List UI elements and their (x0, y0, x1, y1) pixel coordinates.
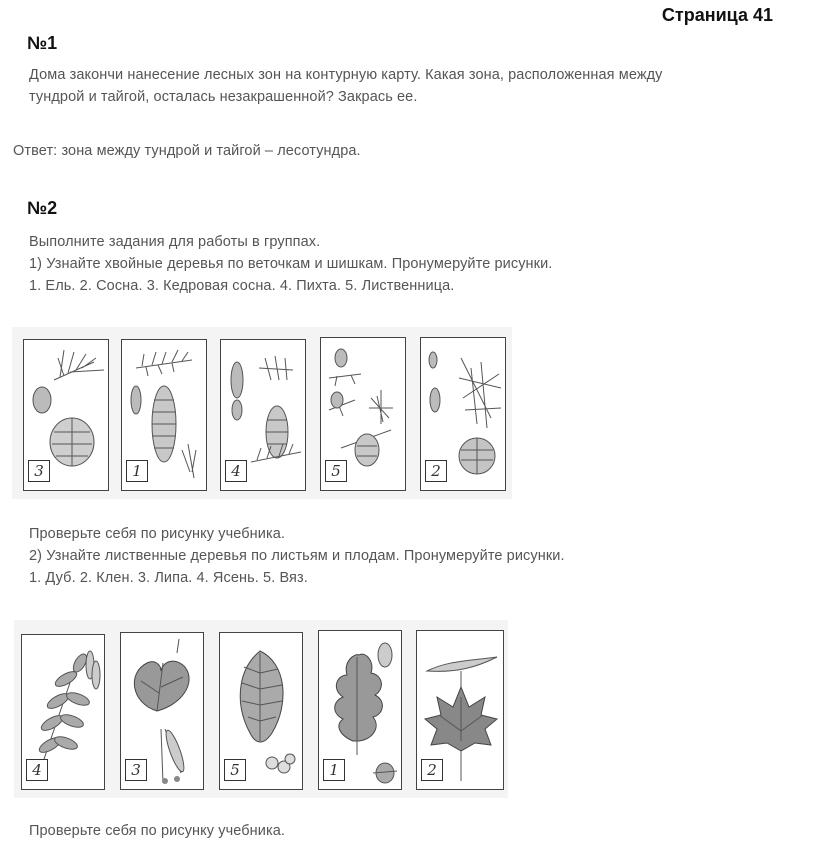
conifer-card (420, 337, 506, 491)
card-number-box: 4 (225, 460, 247, 482)
card-number-box: 2 (425, 460, 447, 482)
task2-intro-line1: Выполните задания для работы в группах. (29, 234, 321, 250)
card-number-box: 5 (224, 759, 246, 781)
deciduous-card (318, 630, 402, 790)
page-title: Страница 41 (661, 5, 773, 25)
task2-number: №2 (27, 198, 58, 218)
task1-text-line2: тундрой и тайгой, осталась незакрашенной? Закрась ее. (29, 89, 418, 105)
card-number-box: 2 (421, 759, 443, 781)
deciduous-card (219, 632, 303, 790)
conifer-card (121, 339, 207, 491)
task2-check2: Проверьте себя по рисунку учебника. (29, 823, 286, 839)
task1-text-line1: Дома закончи нанесение лесных зон на контурную карту. Какая зона, расположенная между (29, 67, 663, 83)
conifer-card (23, 339, 109, 491)
task1-number: №1 (27, 33, 58, 53)
card-number-box: 1 (126, 460, 148, 482)
conifer-card (320, 337, 406, 491)
card-number-box: 1 (323, 759, 345, 781)
deciduous-card (416, 630, 504, 790)
task2-check1: Проверьте себя по рисунку учебника. (29, 526, 286, 542)
conifer-card (220, 339, 306, 491)
task2-intro-line3: 1. Ель. 2. Сосна. 3. Кедровая сосна. 4. Пихта. 5. Лиственница. (29, 278, 455, 294)
deciduous-card (21, 634, 105, 790)
card-number-box: 4 (26, 759, 48, 781)
conifer-image-strip (12, 327, 512, 499)
card-number-box: 5 (325, 460, 347, 482)
deciduous-image-strip (14, 620, 508, 798)
card-number-box: 3 (125, 759, 147, 781)
task2-intro-line2: 1) Узнайте хвойные деревья по веточкам и шишкам. Пронумеруйте рисунки. (29, 256, 553, 272)
task2-part2-line2: 1. Дуб. 2. Клен. 3. Липа. 4. Ясень. 5. Вяз. (29, 570, 308, 586)
deciduous-card (120, 632, 204, 790)
task2-part2-line1: 2) Узнайте лиственные деревья по листьям и плодам. Пронумеруйте рисунки. (29, 548, 565, 564)
card-number-box: 3 (28, 460, 50, 482)
task1-answer: Ответ: зона между тундрой и тайгой – лесотундра. (13, 143, 361, 159)
